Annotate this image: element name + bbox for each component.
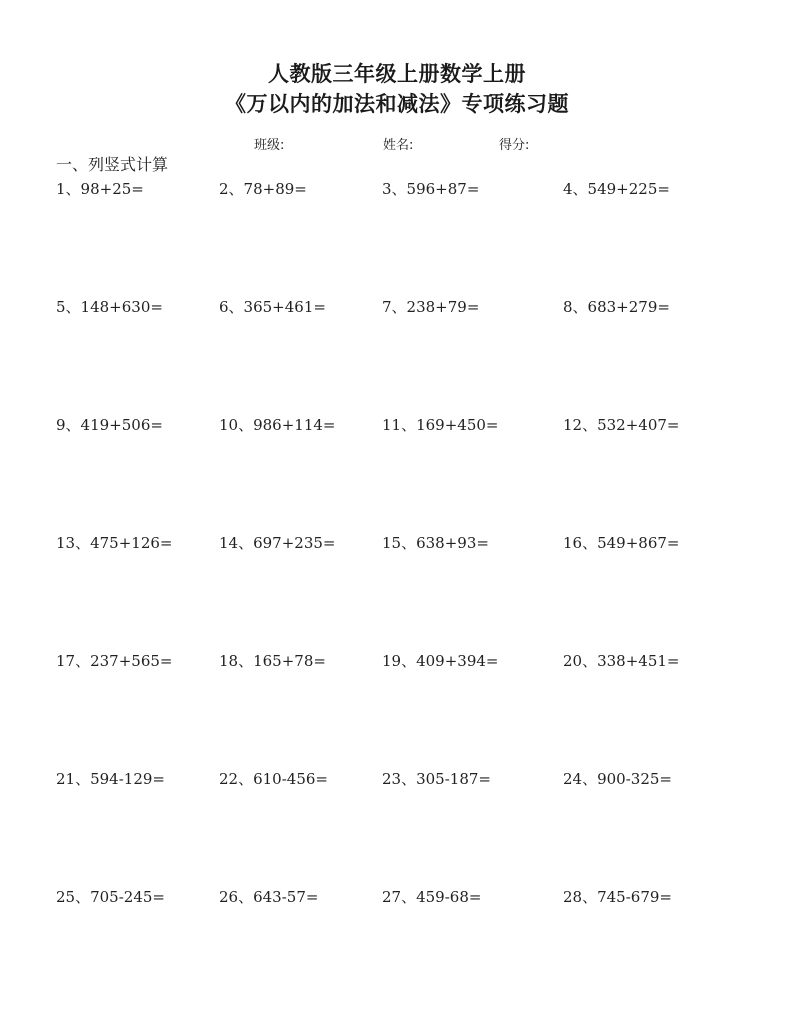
problem-item <box>56 178 144 199</box>
problem-expression: 638+93= <box>416 534 489 552</box>
problem-expression: 594-129= <box>90 770 165 788</box>
problem-expression: 237+565= <box>90 652 173 670</box>
name-label: 姓名: <box>383 138 414 153</box>
worksheet-subtitle: 《万以内的加法和减法》专项练习题 <box>225 91 569 116</box>
problem-expression: 365+461= <box>243 298 326 316</box>
problem-item <box>563 414 680 435</box>
problem-number: 28、 <box>563 888 598 906</box>
problem-number: 7、 <box>382 298 407 316</box>
problem-expression: 459-68= <box>416 888 482 906</box>
problem-item <box>563 768 672 789</box>
section-heading: 一、列竖式计算 <box>56 155 169 174</box>
score-label: 得分: <box>499 138 530 153</box>
problem-number: 24、 <box>563 770 598 788</box>
problem-number: 10、 <box>219 416 254 434</box>
problem-item <box>56 296 163 317</box>
problem-number: 9、 <box>56 416 81 434</box>
problem-expression: 409+394= <box>416 652 499 670</box>
problem-number: 14、 <box>219 534 254 552</box>
problem-item <box>219 414 336 435</box>
problem-expression: 238+79= <box>406 298 480 316</box>
problem-expression: 986+114= <box>253 416 336 434</box>
problem-number: 19、 <box>382 652 417 670</box>
problem-number: 8、 <box>563 298 588 316</box>
problem-number: 12、 <box>563 416 598 434</box>
worksheet-title: 人教版三年级上册数学上册 <box>268 61 526 86</box>
problem-expression: 475+126= <box>90 534 173 552</box>
problem-item <box>382 650 499 671</box>
problem-item <box>563 178 670 199</box>
problem-expression: 78+89= <box>243 180 307 198</box>
problem-item <box>219 296 326 317</box>
problem-expression: 532+407= <box>597 416 680 434</box>
problem-number: 23、 <box>382 770 417 788</box>
problem-number: 20、 <box>563 652 598 670</box>
problem-number: 25、 <box>56 888 91 906</box>
problem-expression: 148+630= <box>80 298 163 316</box>
problem-item <box>382 768 491 789</box>
problem-expression: 610-456= <box>253 770 328 788</box>
problem-number: 1、 <box>56 180 81 198</box>
problem-item <box>382 414 499 435</box>
problem-number: 15、 <box>382 534 417 552</box>
class-label: 班级: <box>254 138 285 153</box>
problem-expression: 98+25= <box>80 180 144 198</box>
problem-number: 21、 <box>56 770 91 788</box>
problem-number: 27、 <box>382 888 417 906</box>
problem-expression: 596+87= <box>406 180 480 198</box>
problem-item <box>56 532 173 553</box>
problem-item <box>56 414 163 435</box>
problem-expression: 697+235= <box>253 534 336 552</box>
problem-item <box>219 650 326 671</box>
problem-item <box>382 296 479 317</box>
problem-number: 18、 <box>219 652 254 670</box>
problem-number: 17、 <box>56 652 91 670</box>
problem-expression: 683+279= <box>587 298 670 316</box>
problem-expression: 305-187= <box>416 770 491 788</box>
problem-number: 11、 <box>382 416 417 434</box>
problem-number: 6、 <box>219 298 244 316</box>
problem-item <box>56 768 165 789</box>
problem-item <box>219 178 307 199</box>
problem-number: 16、 <box>563 534 598 552</box>
problem-expression: 419+506= <box>80 416 163 434</box>
problem-expression: 705-245= <box>90 888 165 906</box>
problem-expression: 549+225= <box>587 180 670 198</box>
problem-expression: 643-57= <box>253 888 319 906</box>
problem-item <box>56 650 173 671</box>
problem-number: 2、 <box>219 180 244 198</box>
problem-expression: 338+451= <box>597 652 680 670</box>
problem-number: 3、 <box>382 180 407 198</box>
problem-number: 26、 <box>219 888 254 906</box>
problem-item <box>219 768 328 789</box>
problem-number: 13、 <box>56 534 91 552</box>
problem-item <box>382 886 481 907</box>
problem-expression: 165+78= <box>253 652 326 670</box>
problem-expression: 745-679= <box>597 888 672 906</box>
problem-item <box>219 886 318 907</box>
problem-expression: 900-325= <box>597 770 672 788</box>
problem-number: 4、 <box>563 180 588 198</box>
problem-number: 22、 <box>219 770 254 788</box>
problem-item <box>563 532 680 553</box>
problem-number: 5、 <box>56 298 81 316</box>
problem-item <box>563 296 670 317</box>
problem-item <box>382 178 479 199</box>
problem-item <box>563 886 672 907</box>
problem-item <box>56 886 165 907</box>
problem-item <box>219 532 336 553</box>
problem-expression: 549+867= <box>597 534 680 552</box>
problem-item <box>382 532 489 553</box>
problem-expression: 169+450= <box>416 416 499 434</box>
problem-item <box>563 650 680 671</box>
